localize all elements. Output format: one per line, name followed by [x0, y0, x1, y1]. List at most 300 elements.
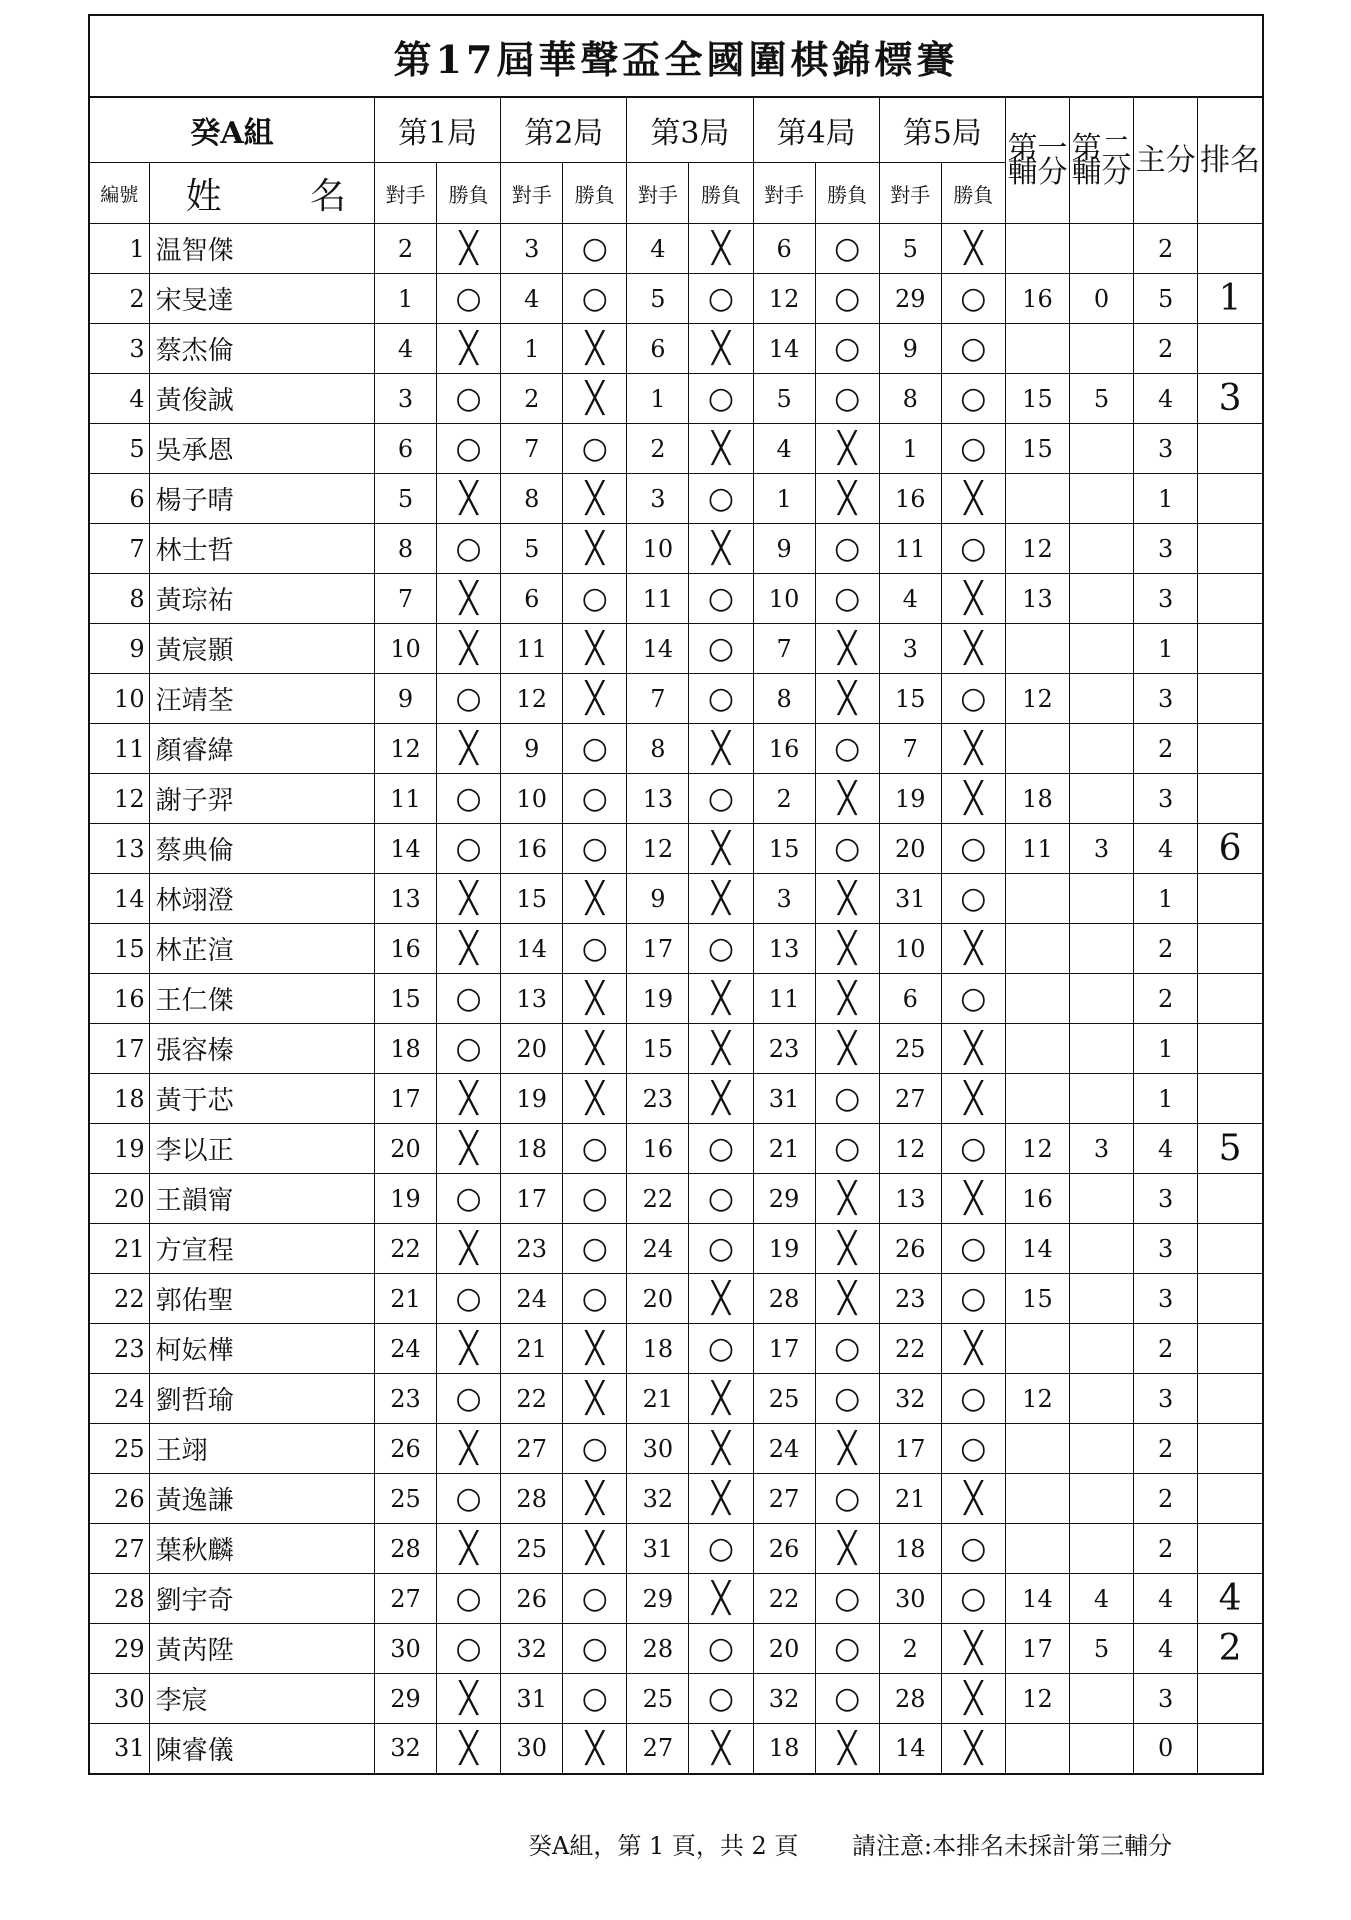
player-name: 郭佑聖 [149, 1274, 374, 1324]
player-name: 陳睿儀 [149, 1724, 374, 1774]
opponent-cell: 29 [753, 1174, 815, 1224]
table-row [89, 224, 1263, 274]
table-row [89, 1724, 1263, 1774]
result-cell: ○ [563, 1174, 627, 1224]
result-cell: ○ [437, 524, 501, 574]
opponent-cell: 23 [879, 1274, 941, 1324]
result-cell: ○ [437, 1574, 501, 1624]
rank-cell [1198, 674, 1263, 724]
opponent-cell: 25 [374, 1474, 436, 1524]
opponent-cell: 28 [374, 1524, 436, 1574]
opponent-cell: 3 [501, 224, 563, 274]
opponent-cell: 11 [753, 974, 815, 1024]
opponent-cell: 8 [501, 474, 563, 524]
result-cell: ○ [689, 574, 753, 624]
player-name: 黃宸顥 [149, 624, 374, 674]
rank-cell [1198, 774, 1263, 824]
rank-cell [1198, 1374, 1263, 1424]
opponent-cell: 7 [374, 574, 436, 624]
opponent-cell: 8 [374, 524, 436, 574]
name-header [149, 163, 374, 224]
result-cell: ╳ [563, 874, 627, 924]
result-cell: ○ [563, 224, 627, 274]
opponent-cell: 6 [879, 974, 941, 1024]
opponent-cell: 13 [879, 1174, 941, 1224]
aux2-cell: 3 [1070, 1124, 1134, 1174]
result-header: 勝負 [563, 163, 627, 224]
aux2-cell [1070, 1474, 1134, 1524]
rank-cell [1198, 1274, 1263, 1324]
result-cell: ○ [689, 1524, 753, 1574]
round-header: 第3局 [627, 97, 753, 163]
result-cell: ○ [815, 574, 879, 624]
result-cell: ○ [689, 274, 753, 324]
result-cell: ○ [689, 924, 753, 974]
player-number: 27 [89, 1524, 149, 1574]
opponent-cell: 12 [753, 274, 815, 324]
player-number: 12 [89, 774, 149, 824]
rank-cell [1198, 1474, 1263, 1524]
result-cell: ╳ [815, 974, 879, 1024]
opponent-cell: 20 [753, 1624, 815, 1674]
result-cell: ╳ [689, 1474, 753, 1524]
opponent-cell: 32 [879, 1374, 941, 1424]
table-row [89, 1174, 1263, 1224]
rank-cell [1198, 224, 1263, 274]
result-cell: ╳ [563, 1474, 627, 1524]
aux1-cell: 12 [1005, 1674, 1069, 1724]
opponent-cell: 3 [627, 474, 689, 524]
score-cell: 4 [1134, 824, 1198, 874]
result-cell: ╳ [815, 1724, 879, 1774]
result-cell: ○ [563, 1124, 627, 1174]
score-cell: 3 [1134, 1174, 1198, 1224]
table-row [89, 1124, 1263, 1174]
table-row [89, 1574, 1263, 1624]
opponent-cell: 30 [501, 1724, 563, 1774]
result-cell: ╳ [689, 1274, 753, 1324]
result-cell: ╳ [563, 1524, 627, 1574]
rank-header: 排名 [1198, 97, 1263, 224]
opponent-cell: 21 [374, 1274, 436, 1324]
aux2-cell [1070, 1224, 1134, 1274]
result-cell: ╳ [941, 1074, 1005, 1124]
table-row [89, 824, 1263, 874]
result-cell: ╳ [815, 1024, 879, 1074]
opponent-cell: 20 [501, 1024, 563, 1074]
opponent-cell: 8 [627, 724, 689, 774]
result-cell: ╳ [689, 1024, 753, 1074]
opponent-cell: 2 [374, 224, 436, 274]
rank-cell [1198, 1424, 1263, 1474]
opponent-cell: 15 [501, 874, 563, 924]
result-cell: ╳ [941, 474, 1005, 524]
table-row [89, 374, 1263, 424]
footer-page: 癸A組，第 1 頁，共 2 頁 [528, 1832, 799, 1860]
aux1-cell [1005, 924, 1069, 974]
aux2-cell [1070, 324, 1134, 374]
opponent-cell: 26 [879, 1224, 941, 1274]
player-name: 李以正 [149, 1124, 374, 1174]
result-cell: ╳ [563, 1024, 627, 1074]
rank-cell [1198, 474, 1263, 524]
player-number: 8 [89, 574, 149, 624]
opponent-cell: 23 [501, 1224, 563, 1274]
result-cell: ╳ [437, 1424, 501, 1474]
result-cell: ○ [941, 1374, 1005, 1424]
opponent-cell: 30 [374, 1624, 436, 1674]
aux2-cell [1070, 1724, 1134, 1774]
score-cell: 2 [1134, 1324, 1198, 1374]
aux2-cell [1070, 574, 1134, 624]
opponent-cell: 20 [627, 1274, 689, 1324]
opponent-header: 對手 [879, 163, 941, 224]
result-cell: ╳ [815, 1424, 879, 1474]
aux2-cell [1070, 874, 1134, 924]
result-cell: ╳ [563, 374, 627, 424]
result-cell: ╳ [941, 1024, 1005, 1074]
opponent-cell: 16 [374, 924, 436, 974]
rank-cell [1198, 724, 1263, 774]
player-number: 17 [89, 1024, 149, 1074]
aux1-cell [1005, 1074, 1069, 1124]
player-number: 21 [89, 1224, 149, 1274]
opponent-cell: 17 [879, 1424, 941, 1474]
player-name: 王仁傑 [149, 974, 374, 1024]
aux1-cell [1005, 974, 1069, 1024]
table-row [89, 1524, 1263, 1574]
result-cell: ○ [689, 774, 753, 824]
result-cell: ○ [815, 1074, 879, 1124]
aux2-cell [1070, 924, 1134, 974]
opponent-cell: 22 [501, 1374, 563, 1424]
table-row [89, 424, 1263, 474]
aux2-cell [1070, 1524, 1134, 1574]
opponent-cell: 8 [879, 374, 941, 424]
opponent-cell: 31 [501, 1674, 563, 1724]
table-row [89, 274, 1263, 324]
result-cell: ╳ [689, 1424, 753, 1474]
opponent-header: 對手 [753, 163, 815, 224]
opponent-cell: 22 [753, 1574, 815, 1624]
result-cell: ○ [689, 1124, 753, 1174]
score-cell: 2 [1134, 924, 1198, 974]
opponent-cell: 5 [753, 374, 815, 424]
result-cell: ╳ [437, 1724, 501, 1774]
opponent-cell: 12 [879, 1124, 941, 1174]
player-name: 黃于芯 [149, 1074, 374, 1124]
aux1-cell [1005, 1474, 1069, 1524]
aux1-cell: 17 [1005, 1624, 1069, 1674]
result-cell: ╳ [563, 624, 627, 674]
rank-cell [1198, 524, 1263, 574]
table-row [89, 1424, 1263, 1474]
result-cell: ╳ [437, 324, 501, 374]
player-name: 柯妘樺 [149, 1324, 374, 1374]
table-row [89, 974, 1263, 1024]
opponent-cell: 7 [501, 424, 563, 474]
table-row [89, 924, 1263, 974]
opponent-cell: 32 [753, 1674, 815, 1724]
opponent-cell: 27 [627, 1724, 689, 1774]
result-cell: ○ [437, 1274, 501, 1324]
player-number: 28 [89, 1574, 149, 1624]
opponent-cell: 9 [753, 524, 815, 574]
results-body [89, 224, 1263, 1774]
opponent-cell: 4 [374, 324, 436, 374]
player-number: 7 [89, 524, 149, 574]
opponent-cell: 2 [501, 374, 563, 424]
rank-cell: 2 [1198, 1624, 1263, 1674]
player-name: 温智傑 [149, 224, 374, 274]
table-row [89, 1074, 1263, 1124]
result-cell: ╳ [815, 474, 879, 524]
result-cell: ╳ [563, 324, 627, 374]
player-number: 16 [89, 974, 149, 1024]
result-cell: ╳ [941, 1674, 1005, 1724]
result-cell: ╳ [689, 1724, 753, 1774]
main-score-header: 主分 [1134, 97, 1198, 224]
opponent-cell: 26 [374, 1424, 436, 1474]
result-cell: ○ [815, 724, 879, 774]
aux2-cell [1070, 1424, 1134, 1474]
player-number: 11 [89, 724, 149, 774]
player-number: 1 [89, 224, 149, 274]
opponent-cell: 29 [879, 274, 941, 324]
result-cell: ○ [815, 1674, 879, 1724]
results-table [88, 96, 1264, 1775]
result-cell: ○ [941, 424, 1005, 474]
opponent-cell: 20 [879, 824, 941, 874]
aux1-header: 第一輔分 [1005, 97, 1069, 224]
result-cell: ○ [437, 1374, 501, 1424]
result-cell: ╳ [437, 924, 501, 974]
name-header-a: 姓 [185, 175, 222, 217]
result-cell: ╳ [689, 874, 753, 924]
result-cell: ○ [689, 1624, 753, 1674]
result-cell: ╳ [689, 1574, 753, 1624]
opponent-cell: 11 [374, 774, 436, 824]
opponent-cell: 19 [753, 1224, 815, 1274]
player-name: 汪靖荃 [149, 674, 374, 724]
player-number: 2 [89, 274, 149, 324]
result-cell: ○ [689, 374, 753, 424]
result-cell: ○ [437, 424, 501, 474]
opponent-cell: 17 [627, 924, 689, 974]
opponent-cell: 23 [627, 1074, 689, 1124]
opponent-cell: 17 [753, 1324, 815, 1374]
player-name: 林士哲 [149, 524, 374, 574]
opponent-cell: 19 [374, 1174, 436, 1224]
result-cell: ╳ [437, 874, 501, 924]
rank-cell [1198, 574, 1263, 624]
result-cell: ╳ [563, 474, 627, 524]
result-cell: ╳ [941, 224, 1005, 274]
result-cell: ○ [437, 974, 501, 1024]
result-cell: ╳ [815, 774, 879, 824]
rank-cell [1198, 874, 1263, 924]
table-row [89, 724, 1263, 774]
aux1-cell: 16 [1005, 1174, 1069, 1224]
opponent-cell: 5 [627, 274, 689, 324]
opponent-cell: 32 [374, 1724, 436, 1774]
player-name: 王翊 [149, 1424, 374, 1474]
result-cell: ╳ [941, 624, 1005, 674]
name-header-b: 名 [309, 175, 346, 217]
opponent-cell: 10 [501, 774, 563, 824]
player-name: 方宣程 [149, 1224, 374, 1274]
result-cell: ╳ [437, 724, 501, 774]
score-cell: 4 [1134, 1574, 1198, 1624]
result-cell: ╳ [815, 424, 879, 474]
opponent-header: 對手 [627, 163, 689, 224]
aux1-cell: 15 [1005, 424, 1069, 474]
result-cell: ○ [563, 1624, 627, 1674]
aux2-cell [1070, 774, 1134, 824]
result-cell: ╳ [689, 974, 753, 1024]
result-cell: ╳ [941, 724, 1005, 774]
result-cell: ○ [437, 274, 501, 324]
result-cell: ╳ [815, 1174, 879, 1224]
rank-cell [1198, 1074, 1263, 1124]
result-cell: ○ [941, 874, 1005, 924]
score-cell: 3 [1134, 1224, 1198, 1274]
result-cell: ╳ [689, 424, 753, 474]
opponent-cell: 13 [753, 924, 815, 974]
result-cell: ╳ [437, 1674, 501, 1724]
opponent-cell: 16 [627, 1124, 689, 1174]
opponent-cell: 4 [627, 224, 689, 274]
result-cell: ╳ [563, 1374, 627, 1424]
score-cell: 4 [1134, 1624, 1198, 1674]
result-cell: ╳ [941, 1474, 1005, 1524]
player-name: 林翊澄 [149, 874, 374, 924]
opponent-cell: 27 [879, 1074, 941, 1124]
rank-cell: 3 [1198, 374, 1263, 424]
score-cell: 0 [1134, 1724, 1198, 1774]
result-cell: ○ [941, 824, 1005, 874]
aux1-cell [1005, 1024, 1069, 1074]
player-number: 19 [89, 1124, 149, 1174]
opponent-cell: 1 [374, 274, 436, 324]
result-cell: ○ [437, 1624, 501, 1674]
score-cell: 4 [1134, 374, 1198, 424]
opponent-cell: 6 [374, 424, 436, 474]
aux1-cell [1005, 624, 1069, 674]
result-cell: ○ [437, 374, 501, 424]
result-cell: ○ [437, 674, 501, 724]
rank-cell [1198, 624, 1263, 674]
opponent-cell: 26 [501, 1574, 563, 1624]
player-name: 吳承恩 [149, 424, 374, 474]
opponent-cell: 6 [501, 574, 563, 624]
aux2-header: 第二輔分 [1070, 97, 1134, 224]
opponent-cell: 23 [374, 1374, 436, 1424]
opponent-cell: 19 [627, 974, 689, 1024]
result-cell: ○ [941, 674, 1005, 724]
table-row [89, 674, 1263, 724]
opponent-cell: 18 [374, 1024, 436, 1074]
result-cell: ╳ [563, 674, 627, 724]
aux1-cell: 13 [1005, 574, 1069, 624]
player-number: 5 [89, 424, 149, 474]
player-number: 18 [89, 1074, 149, 1124]
result-cell: ╳ [437, 624, 501, 674]
aux1-cell [1005, 324, 1069, 374]
opponent-cell: 10 [879, 924, 941, 974]
table-row [89, 524, 1263, 574]
aux1-cell: 14 [1005, 1224, 1069, 1274]
player-number: 26 [89, 1474, 149, 1524]
group-label: 癸A組 [89, 97, 374, 163]
aux1-cell [1005, 1524, 1069, 1574]
player-number: 29 [89, 1624, 149, 1674]
player-number: 25 [89, 1424, 149, 1474]
opponent-cell: 14 [753, 324, 815, 374]
aux2-cell: 5 [1070, 1624, 1134, 1674]
player-name: 黃芮陞 [149, 1624, 374, 1674]
opponent-cell: 7 [753, 624, 815, 674]
result-cell: ╳ [437, 1224, 501, 1274]
result-cell: ○ [563, 774, 627, 824]
score-cell: 2 [1134, 324, 1198, 374]
result-cell: ○ [941, 1124, 1005, 1174]
result-cell: ╳ [437, 474, 501, 524]
opponent-cell: 9 [501, 724, 563, 774]
score-cell: 1 [1134, 1024, 1198, 1074]
opponent-cell: 19 [501, 1074, 563, 1124]
table-row [89, 624, 1263, 674]
aux2-cell: 0 [1070, 274, 1134, 324]
rank-cell [1198, 1224, 1263, 1274]
result-cell: ○ [815, 224, 879, 274]
result-cell: ╳ [689, 224, 753, 274]
opponent-cell: 21 [501, 1324, 563, 1374]
rank-cell [1198, 974, 1263, 1024]
player-number: 10 [89, 674, 149, 724]
footer-note: 請注意:本排名未採計第三輔分 [852, 1832, 1173, 1860]
player-number: 22 [89, 1274, 149, 1324]
player-number: 14 [89, 874, 149, 924]
opponent-cell: 3 [879, 624, 941, 674]
result-cell: ○ [815, 274, 879, 324]
result-cell: ○ [941, 974, 1005, 1024]
opponent-cell: 29 [627, 1574, 689, 1624]
result-cell: ○ [563, 424, 627, 474]
round-header: 第2局 [501, 97, 627, 163]
aux1-cell: 12 [1005, 674, 1069, 724]
result-cell: ╳ [941, 924, 1005, 974]
table-row [89, 1224, 1263, 1274]
table-row [89, 474, 1263, 524]
player-name: 張容榛 [149, 1024, 374, 1074]
player-number: 24 [89, 1374, 149, 1424]
rank-cell [1198, 1024, 1263, 1074]
score-cell: 2 [1134, 1474, 1198, 1524]
opponent-cell: 2 [627, 424, 689, 474]
result-cell: ╳ [689, 724, 753, 774]
result-cell: ╳ [689, 1074, 753, 1124]
result-cell: ○ [815, 1124, 879, 1174]
score-cell: 3 [1134, 1274, 1198, 1324]
result-cell: ╳ [815, 1524, 879, 1574]
aux1-cell: 18 [1005, 774, 1069, 824]
opponent-cell: 1 [879, 424, 941, 474]
result-cell: ╳ [437, 1324, 501, 1374]
opponent-cell: 21 [879, 1474, 941, 1524]
table-row [89, 574, 1263, 624]
table-row [89, 774, 1263, 824]
